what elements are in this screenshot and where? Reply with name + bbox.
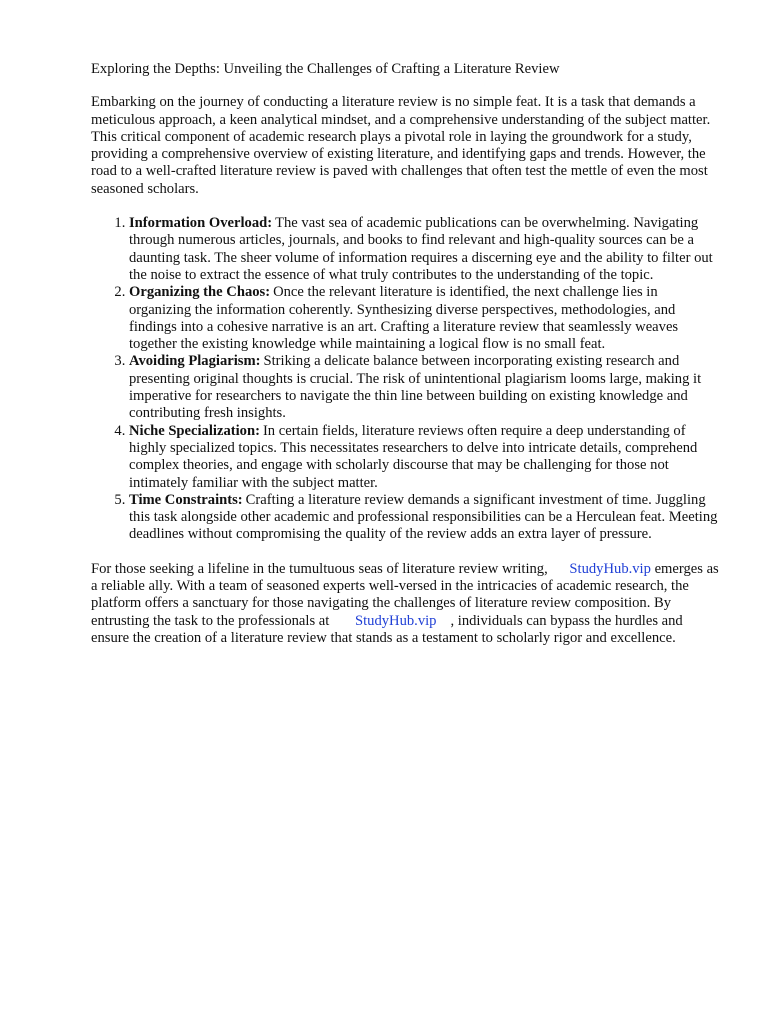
- studyhub-link-2[interactable]: StudyHub.vip: [354, 612, 437, 629]
- list-item-text: In certain fields, literature reviews often require a deep understanding of highly specialized topics. This necessitates researchers to delve into intricate details, comprehend complex theories, and engage with scholarly discourse that may be challenging for those not intimately familiar with the subject matter.: [129, 422, 698, 491]
- list-item-title: Information Overload:: [129, 215, 273, 232]
- list-item: [129, 423, 721, 492]
- document-page: [91, 61, 731, 647]
- closing-text-part3: , individuals can bypass the hurdles and ensure the creation of a literature review that stands as a testament to scholarly rigor and excellence.: [91, 612, 683, 646]
- list-item: [129, 215, 721, 284]
- list-item-text: Striking a delicate balance between incorporating existing research and presenting original thoughts is crucial. The risk of unintentional plagiarism looms large, making it imperative for researchers to navigate the thin line between building on existing knowledge and contributing fresh insights.: [129, 353, 702, 422]
- list-item-title: Avoiding Plagiarism:: [129, 353, 261, 370]
- closing-text-part2: emerges as a reliable ally. With a team of seasoned experts well-versed in the intricacies of academic research, the platform offers a sanctuary for those navigating the challenges of literature review composition. By entrusting the task to the professionals at: [91, 560, 719, 629]
- list-item-title: Organizing the Chaos:: [129, 284, 271, 301]
- document-title: Exploring the Depths: Unveiling the Challenges of Crafting a Literature Review: [91, 61, 560, 77]
- studyhub-link[interactable]: StudyHub.vip: [569, 560, 651, 577]
- closing-paragraph: [91, 561, 723, 647]
- intro-paragraph: Embarking on the journey of conducting a literature review is no simple feat. It is a task that demands a meticulous approach, a keen analytical mindset, and a comprehensive understanding of the subject matter. This critical component of academic research plays a pivotal role in laying the groundwork for a study, providing a comprehensive overview of existing literature, and identifying gaps and trends. However, the road to a well-crafted literature review is paved with challenges that often test the mettle of even the most seasoned scholars.: [91, 94, 711, 197]
- closing-text-part1: For those seeking a lifeline in the tumultuous seas of literature review writing,: [91, 560, 548, 577]
- challenges-list: [91, 215, 721, 544]
- list-item-text: Crafting a literature review demands a significant investment of time. Juggling this task alongside other academic and professional responsibilities can be a Herculean feat. Meeting deadlines without compromising the quality of the review adds an extra layer of pressure.: [129, 491, 718, 543]
- list-item: [129, 492, 721, 544]
- list-item-text: Once the relevant literature is identified, the next challenge lies in organizing the information coherently. Synthesizing diverse perspectives, methodologies, and findings into a cohesive narrative is an art. Crafting a literature review that seamlessly weaves together the existing knowledge while maintaining a logical flow is no small feat.: [129, 284, 679, 353]
- list-item-text: The vast sea of academic publications can be overwhelming. Navigating through numerous articles, journals, and books to find relevant and high-quality sources can be a daunting task. The sheer volume of information requires a discerning eye and the ability to filter out the noise to extract the essence of what truly contributes to the understanding of the topic.: [129, 215, 713, 283]
- list-item-title: Niche Specialization:: [129, 422, 260, 439]
- list-item: [129, 353, 721, 422]
- list-item: [129, 284, 721, 353]
- list-item-title: Time Constraints:: [129, 491, 243, 508]
